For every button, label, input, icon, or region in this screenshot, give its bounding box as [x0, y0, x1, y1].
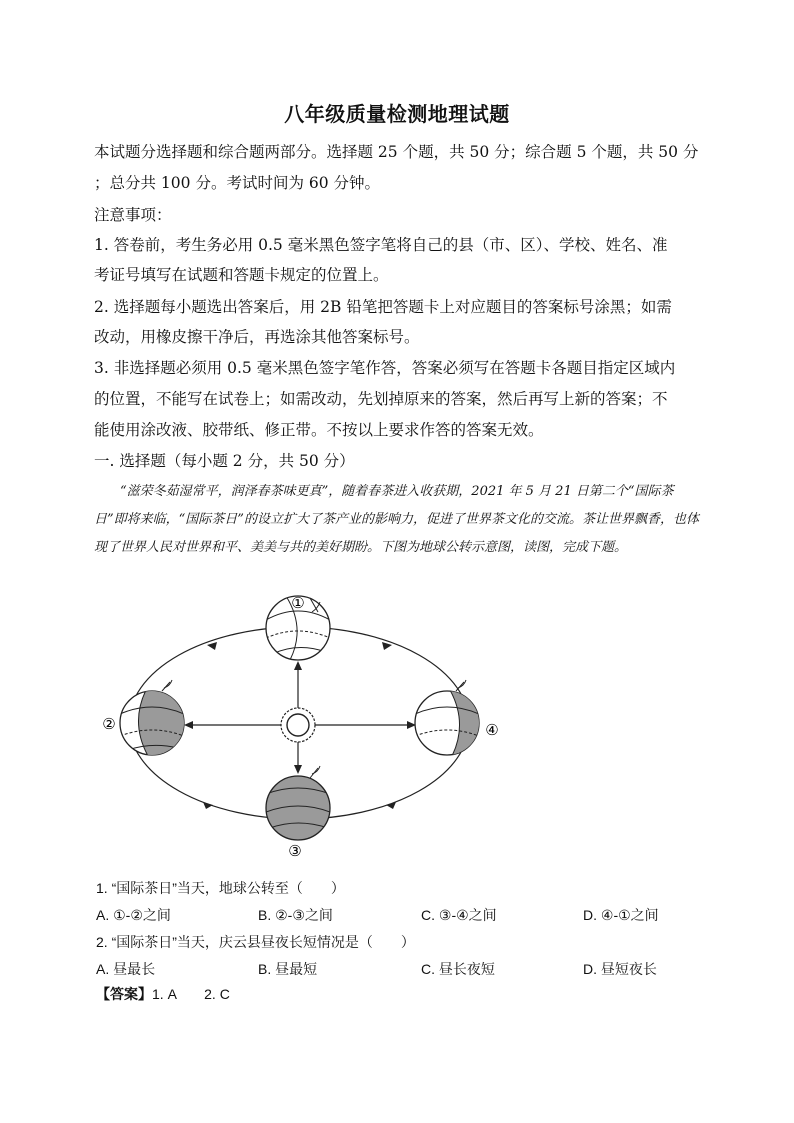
answer-tag: 【答案】: [96, 986, 152, 1002]
option-d: D. ④-①之间: [583, 907, 659, 923]
sun-icon: [281, 708, 315, 742]
figure-label: ④: [485, 721, 499, 739]
notice-line: 能使用涂改液、胶带纸、修正带。不按以上要求作答的答案无效。: [94, 421, 544, 439]
intro-line-1: 本试题分选择题和综合题两部分。选择题 25 个题，共 50 分；综合题 5 个题，共 50 分: [94, 143, 699, 161]
intro-line-2: ；总分共 100 分。考试时间为 60 分钟。: [94, 174, 381, 192]
earth-orbit-figure: [100, 590, 510, 865]
option-d: D. 昼短夜长: [583, 961, 657, 977]
option-b: B. ②-③之间: [258, 907, 333, 923]
notice-line: 的位置，不能写在试卷上；如需改动，先划掉原来的答案，然后再写上新的答案；不: [94, 390, 668, 408]
earth-icon: [266, 766, 330, 840]
figure-label: ③: [288, 842, 302, 860]
notice-line: 改动，用橡皮擦干净后，再选涂其他答案标号。: [94, 328, 420, 346]
answer-text: 1. A 2. C: [152, 986, 230, 1002]
option-a: A. 昼最长: [96, 961, 156, 977]
figure-label: ②: [102, 715, 116, 733]
notice-line: 3. 非选择题必须用 0.5 毫米黑色签字笔作答，答案必须写在答题卡各题目指定区域内: [94, 359, 676, 377]
earth-icon: [120, 680, 190, 756]
notice-heading: 注意事项：: [94, 206, 172, 224]
option-a: A. ①-②之间: [96, 907, 171, 923]
notice-line: 2. 选择题每小题选出答案后，用 2B 铅笔把答题卡上对应题目的答案标号涂黑；如需: [94, 298, 672, 316]
notice-line: 考证号填写在试题和答题卡规定的位置上。: [94, 266, 389, 284]
earth-icon: [415, 680, 490, 756]
notice-line: 1. 答卷前，考生务必用 0.5 毫米黑色签字笔将自己的县（市、区）、学校、姓名、准: [94, 236, 668, 254]
option-c: C. 昼长夜短: [421, 961, 495, 977]
option-b: B. 昼最短: [258, 961, 318, 977]
figure-label: ①: [291, 594, 305, 612]
question-1: 1. “国际茶日”当天，地球公转至（ ）: [96, 880, 345, 896]
option-c: C. ③-④之间: [421, 907, 497, 923]
question-2: 2. “国际茶日”当天，庆云县昼夜长短情况是（ ）: [96, 934, 415, 950]
section-heading: 一. 选择题（每小题 2 分，共 50 分）: [94, 452, 355, 470]
page-title: 八年级质量检测地理试题: [284, 102, 510, 126]
answer-line: [96, 984, 230, 1004]
question-stem: “滋荣冬茹湿常平，润泽春茶味更真”，随着春茶进入收获期，2021 年 5 月 21 日第二个“国际茶日”即将来临，“国际茶日”的设立扩大了茶产业的影响力，促进了世界茶文化的交流。茶让世界飘香，也体现了世界人民对世界和平、美美与共的美好期盼。下图为地球公转示意图，读图，完成下题。: [94, 484, 699, 555]
